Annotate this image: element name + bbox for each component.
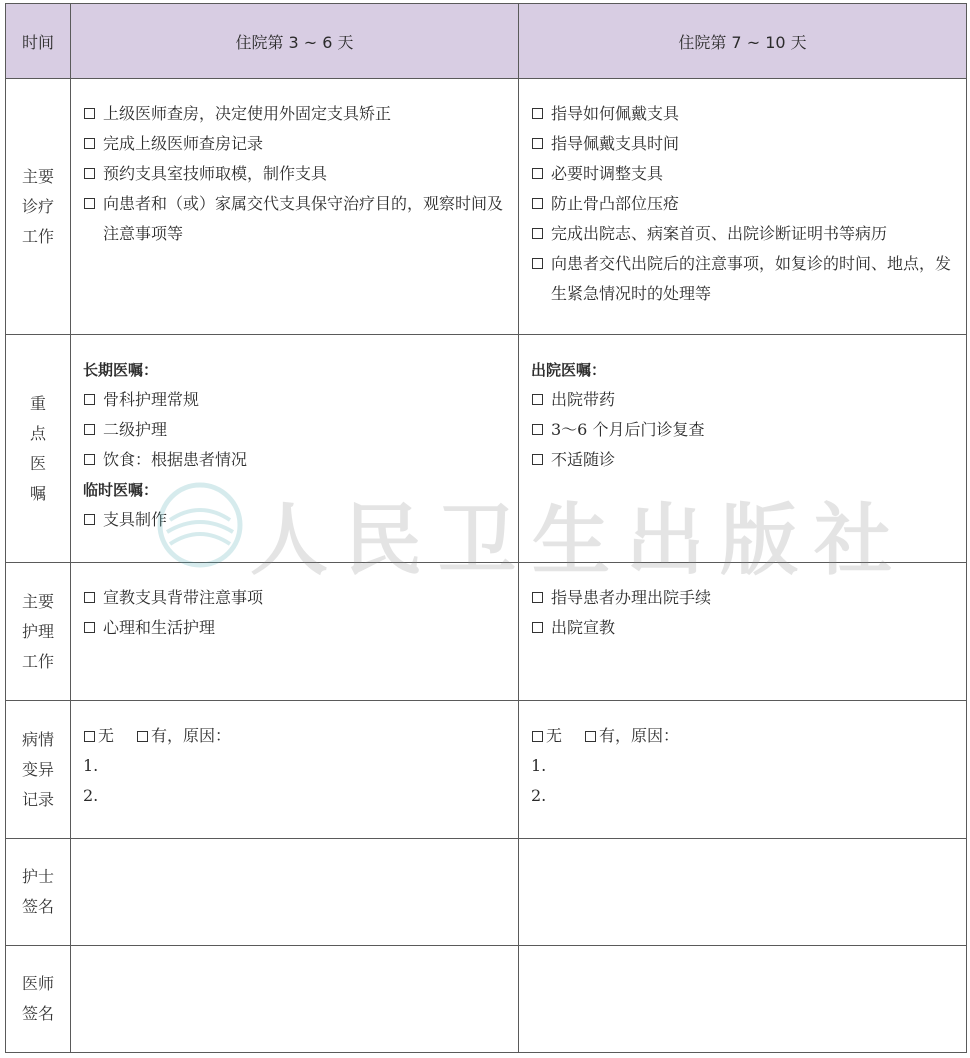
nurse-sign-label: 护士 签名 [6, 839, 71, 946]
orders-col1 [71, 335, 519, 563]
nursing-label: 主要 护理 工作 [6, 563, 71, 701]
checklist-item[interactable]: 完成出院志、病案首页、出院诊断证明书等病历 [531, 219, 956, 249]
checklist-item[interactable]: 向患者交代出院后的注意事项，如复诊的时间、地点，发生紧急情况时的处理等 [531, 249, 956, 309]
checklist-item[interactable]: 防止骨凸部位压疮 [531, 189, 956, 219]
checkbox[interactable] [532, 394, 543, 405]
checklist-item[interactable]: 预约支具室技师取模，制作支具 [83, 159, 508, 189]
checkbox[interactable] [532, 108, 543, 119]
variation-line-1[interactable]: 1. [83, 756, 99, 775]
doctor-sign-row [6, 946, 967, 1053]
checkbox[interactable] [532, 424, 543, 435]
variation-label: 病情 变异 记录 [6, 701, 71, 839]
checkbox[interactable] [532, 622, 543, 633]
variation-options [531, 721, 956, 751]
checkbox[interactable] [84, 394, 95, 405]
checkbox[interactable] [84, 138, 95, 149]
checklist-item[interactable]: 骨科护理常规 [83, 385, 508, 415]
diagnosis-col2 [519, 79, 967, 335]
checkbox[interactable] [532, 168, 543, 179]
checklist-item[interactable]: 出院带药 [531, 385, 956, 415]
checklist-item[interactable]: 向患者和（或）家属交代支具保守治疗目的，观察时间及注意事项等 [83, 189, 508, 249]
checklist-item[interactable]: 二级护理 [83, 415, 508, 445]
variation-col1 [71, 701, 519, 839]
yes-label: 有，原因： [599, 726, 680, 745]
checklist-item[interactable]: 完成上级医师查房记录 [83, 129, 508, 159]
variation-row [6, 701, 967, 839]
day-7-10-header: 住院第 7 ~ 10 天 [519, 4, 967, 79]
header-row [6, 4, 967, 79]
temporary-orders-heading: 临时医嘱： [83, 481, 159, 499]
checkbox[interactable] [84, 108, 95, 119]
checkbox[interactable] [532, 228, 543, 239]
variation-options [83, 721, 508, 751]
checkbox[interactable] [84, 198, 95, 209]
nurse-sign-col2[interactable] [519, 839, 967, 946]
doctor-sign-label: 医师 签名 [6, 946, 71, 1053]
checklist-item[interactable]: 上级医师查房，决定使用外固定支具矫正 [83, 99, 508, 129]
nursing-col1 [71, 563, 519, 701]
none-checkbox[interactable] [84, 731, 95, 742]
orders-label: 重 点 医 嘱 [6, 335, 71, 563]
long-term-orders-heading: 长期医嘱： [83, 361, 159, 379]
checkbox[interactable] [84, 592, 95, 603]
checklist-item[interactable]: 支具制作 [83, 505, 508, 535]
nurse-sign-col1[interactable] [71, 839, 519, 946]
checkbox[interactable] [532, 138, 543, 149]
checklist-item[interactable]: 指导佩戴支具时间 [531, 129, 956, 159]
checkbox[interactable] [532, 258, 543, 269]
checklist-item[interactable]: 指导如何佩戴支具 [531, 99, 956, 129]
clinical-pathway-table [5, 3, 967, 1053]
diagnosis-row [6, 79, 967, 335]
checklist-item[interactable]: 饮食：根据患者情况 [83, 445, 508, 475]
nurse-sign-row [6, 839, 967, 946]
none-label: 无 [546, 726, 563, 745]
checklist-item[interactable]: 不适随诊 [531, 445, 956, 475]
checklist-item[interactable]: 宣教支具背带注意事项 [83, 583, 508, 613]
orders-col2 [519, 335, 967, 563]
checkbox[interactable] [84, 622, 95, 633]
yes-label: 有，原因： [151, 726, 232, 745]
yes-checkbox[interactable] [137, 731, 148, 742]
watermark-text: 人民卫生出版社 [250, 495, 909, 586]
checkbox[interactable] [84, 168, 95, 179]
diagnosis-col1 [71, 79, 519, 335]
time-header: 时间 [6, 4, 71, 79]
checkbox[interactable] [84, 514, 95, 525]
checkbox[interactable] [532, 592, 543, 603]
yes-checkbox[interactable] [585, 731, 596, 742]
variation-col2 [519, 701, 967, 839]
nursing-row [6, 563, 967, 701]
nursing-col2 [519, 563, 967, 701]
checklist-item[interactable]: 出院宣教 [531, 613, 956, 643]
none-label: 无 [98, 726, 115, 745]
diagnosis-label: 主要 诊疗 工作 [6, 79, 71, 335]
checkbox[interactable] [532, 198, 543, 209]
checklist-item[interactable]: 心理和生活护理 [83, 613, 508, 643]
variation-line-2[interactable]: 2. [83, 786, 99, 805]
checkbox[interactable] [84, 424, 95, 435]
doctor-sign-col2[interactable] [519, 946, 967, 1053]
checklist-item[interactable]: 3～6 个月后门诊复查 [531, 415, 956, 445]
variation-line-2[interactable]: 2. [531, 786, 547, 805]
variation-line-1[interactable]: 1. [531, 756, 547, 775]
checkbox[interactable] [84, 454, 95, 465]
checklist-item[interactable]: 指导患者办理出院手续 [531, 583, 956, 613]
orders-row [6, 335, 967, 563]
doctor-sign-col1[interactable] [71, 946, 519, 1053]
checkbox[interactable] [532, 454, 543, 465]
checklist-item[interactable]: 必要时调整支具 [531, 159, 956, 189]
none-checkbox[interactable] [532, 731, 543, 742]
day-3-6-header: 住院第 3 ~ 6 天 [71, 4, 519, 79]
discharge-orders-heading: 出院医嘱： [531, 361, 607, 379]
